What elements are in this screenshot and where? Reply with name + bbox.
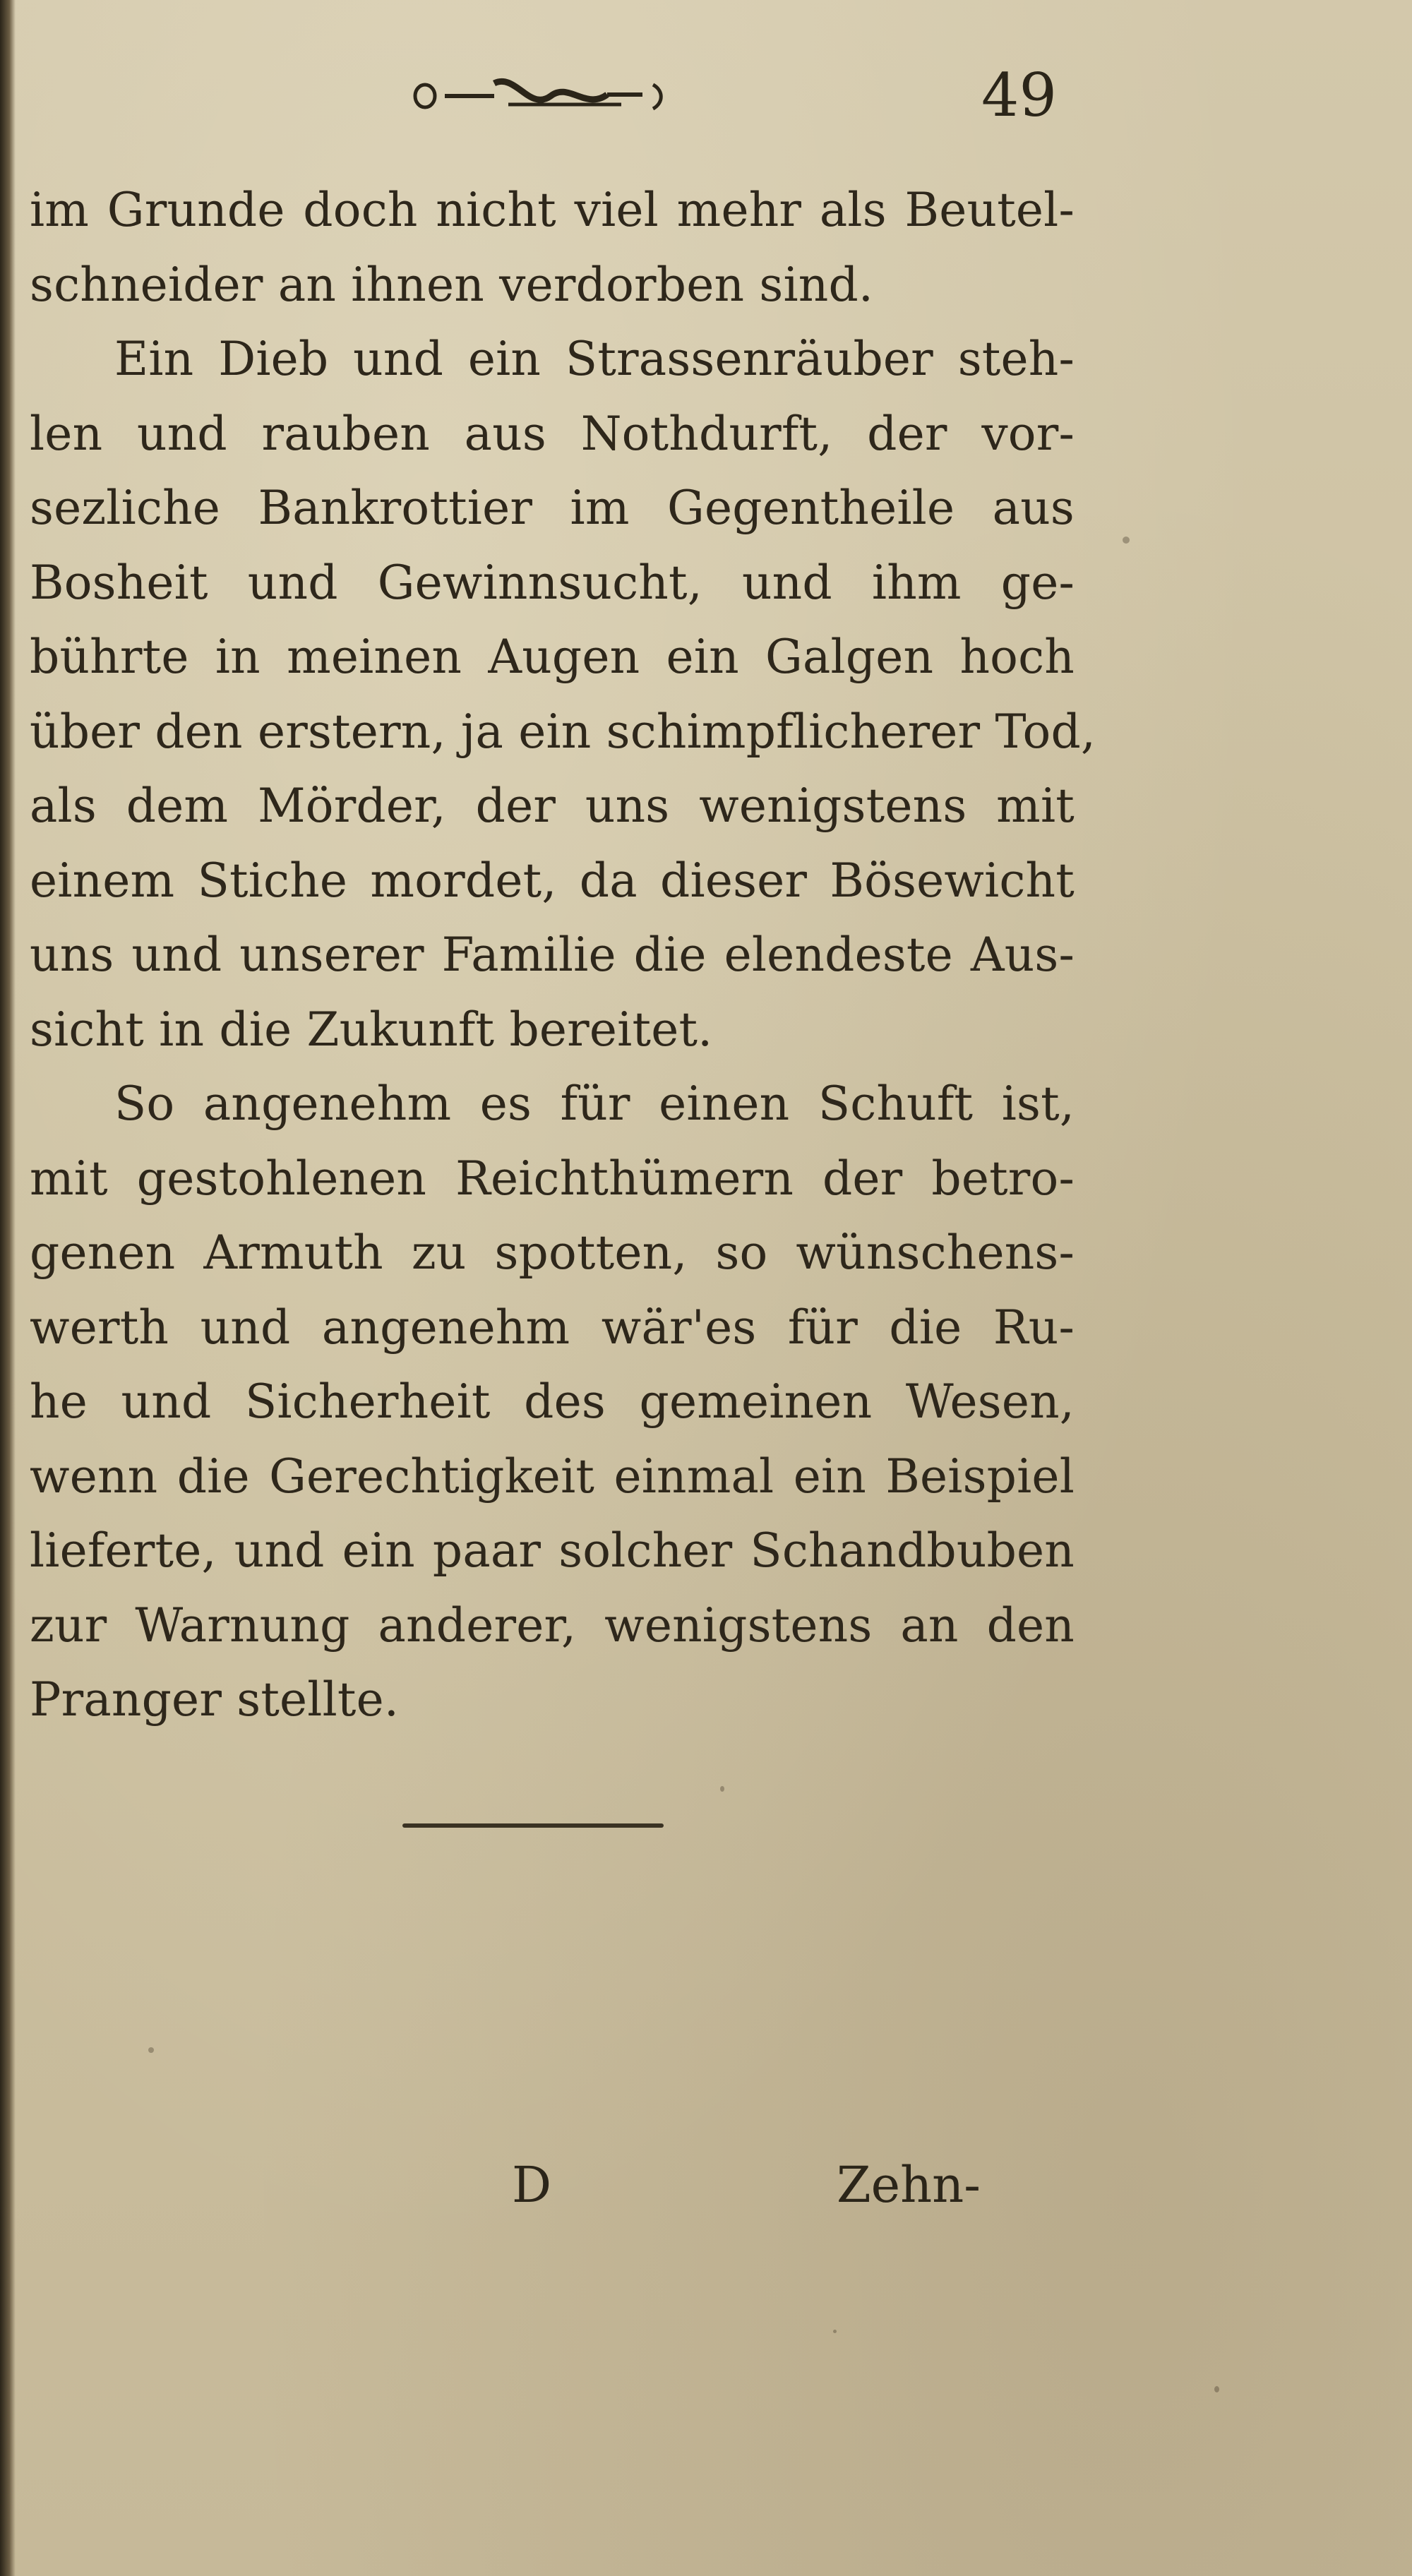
text-line: im Grunde doch nicht viel mehr als Beutel-	[30, 183, 1075, 237]
catchword: Zehn-	[837, 2156, 981, 2214]
text-line: wenn die Gerechtigkeit einmal ein Beispiel	[30, 1449, 1075, 1504]
text-line: lieferte, und ein paar solcher Schandbuben	[30, 1523, 1075, 1578]
paper-speck	[1123, 537, 1130, 544]
page-number: 49	[981, 61, 1057, 130]
text-line: Ein Dieb und ein Strassenräuber steh-	[114, 332, 1075, 386]
section-divider	[402, 1823, 664, 1828]
printer-ornament-icon	[409, 69, 678, 119]
paper-speck	[1214, 2386, 1219, 2392]
body-text	[30, 173, 1096, 1737]
paper-speck	[720, 1786, 724, 1792]
text-line: sezliche Bankrottier im Gegentheile aus	[30, 481, 1075, 535]
text-line: bührte in meinen Augen ein Galgen hoch	[30, 630, 1075, 684]
text-line: werth und angenehm wär'es für die Ru-	[30, 1300, 1075, 1355]
text-line: uns und unserer Familie die elendeste Aus-	[30, 928, 1075, 982]
paper-speck	[148, 2047, 154, 2053]
text-line: zur Warnung anderer, wenigstens an den	[30, 1598, 1075, 1653]
page-header	[0, 56, 1412, 134]
text-line: Bosheit und Gewinnsucht, und ihm ge-	[30, 555, 1075, 610]
text-line: genen Armuth zu spotten, so wünschens-	[30, 1226, 1075, 1280]
text-line: schneider an ihnen verdorben sind.	[30, 257, 874, 312]
page-footer	[0, 2146, 1412, 2224]
text-line: mit gestohlenen Reichthümern der betro-	[30, 1151, 1075, 1206]
text-line: als dem Mörder, der uns wenigstens mit	[30, 779, 1075, 833]
text-line: sicht in die Zukunft bereitet.	[30, 1002, 713, 1057]
signature-mark: D	[512, 2156, 552, 2214]
text-line: he und Sicherheit des gemeinen Wesen,	[30, 1374, 1075, 1429]
text-line: über den erstern, ja ein schimpflicherer Tod,	[30, 704, 1096, 759]
text-line: So angenehm es für einen Schuft ist,	[114, 1077, 1075, 1131]
text-line: Pranger stellte.	[30, 1672, 400, 1727]
text-line: len und rauben aus Nothdurft, der vor-	[30, 406, 1075, 461]
paper-speck	[833, 2330, 837, 2333]
text-line: einem Stiche mordet, da dieser Bösewicht	[30, 853, 1075, 908]
